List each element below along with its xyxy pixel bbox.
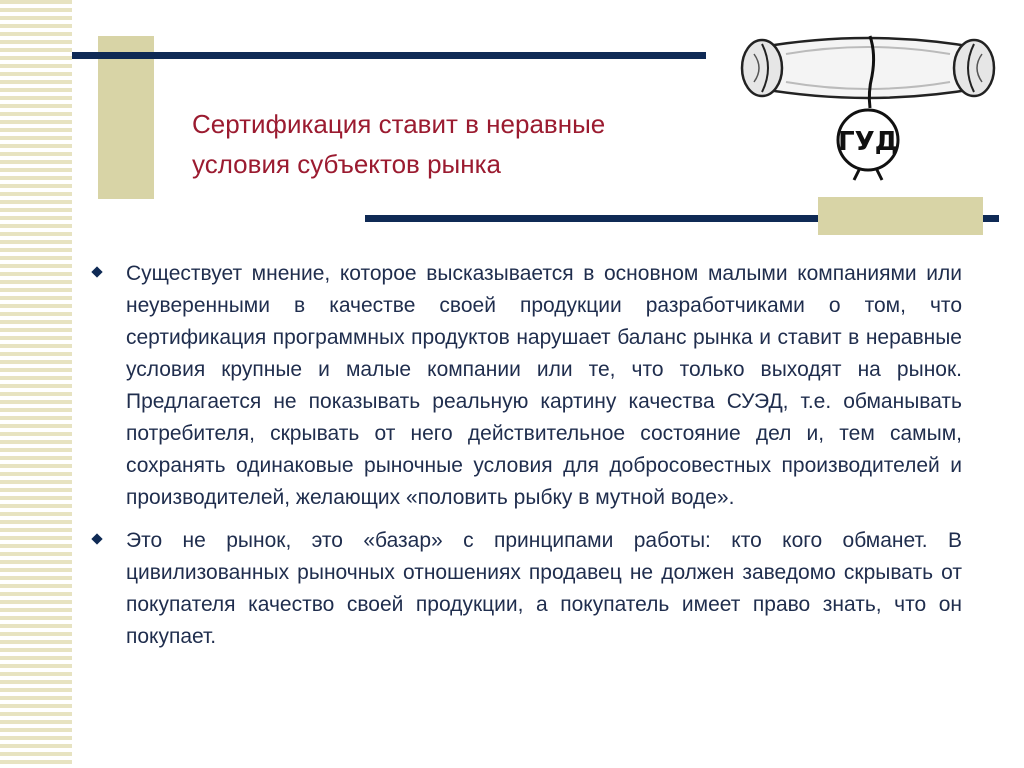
- diamond-bullet-icon: [91, 533, 102, 544]
- diamond-bullet-icon: [91, 266, 102, 277]
- slide-content: [90, 258, 962, 664]
- seal-text: ГУД: [838, 127, 898, 157]
- bullet-text-2: Это не рынок, это «базар» с принципами работы: кто кого обманет. В цивилизованных рыночных отношениях продавец не должен заведомо скрывать от покупателя качество своей продукции, а покупатель имеет право знать, что он покупает.: [126, 529, 962, 648]
- decorative-navy-line-top: [72, 52, 706, 59]
- decorative-stripes: [0, 0, 72, 768]
- slide-title: [192, 104, 752, 184]
- decorative-tan-block-right: [818, 197, 983, 235]
- slide-title-line-1: Сертификация ставит в неравные: [192, 109, 606, 139]
- scroll-seal-icon: [736, 14, 1000, 182]
- bullet-item-2: [90, 525, 962, 653]
- decorative-tan-block-left: [98, 36, 154, 199]
- slide-title-line-2: условия субъектов рынка: [192, 149, 501, 179]
- bullet-item-1: [90, 258, 962, 514]
- bullet-text-1: Существует мнение, которое высказывается в основном малыми компаниями или неуверенными в качестве своей продукции разработчиками о том, что сертификация программных продуктов нарушает баланс рынка и ставит в неравные условия крупные и малые компании или те, что только выходят на рынок. Предлагается не показывать реальную картину качества СУЭД, т.е. обманывать потребителя, скрывать от него действительное состояние дел и, тем самым, сохранять одинаковые рыночные условия для добросовестных производителей и производителей, желающих «половить рыбку в мутной воде».: [126, 262, 962, 509]
